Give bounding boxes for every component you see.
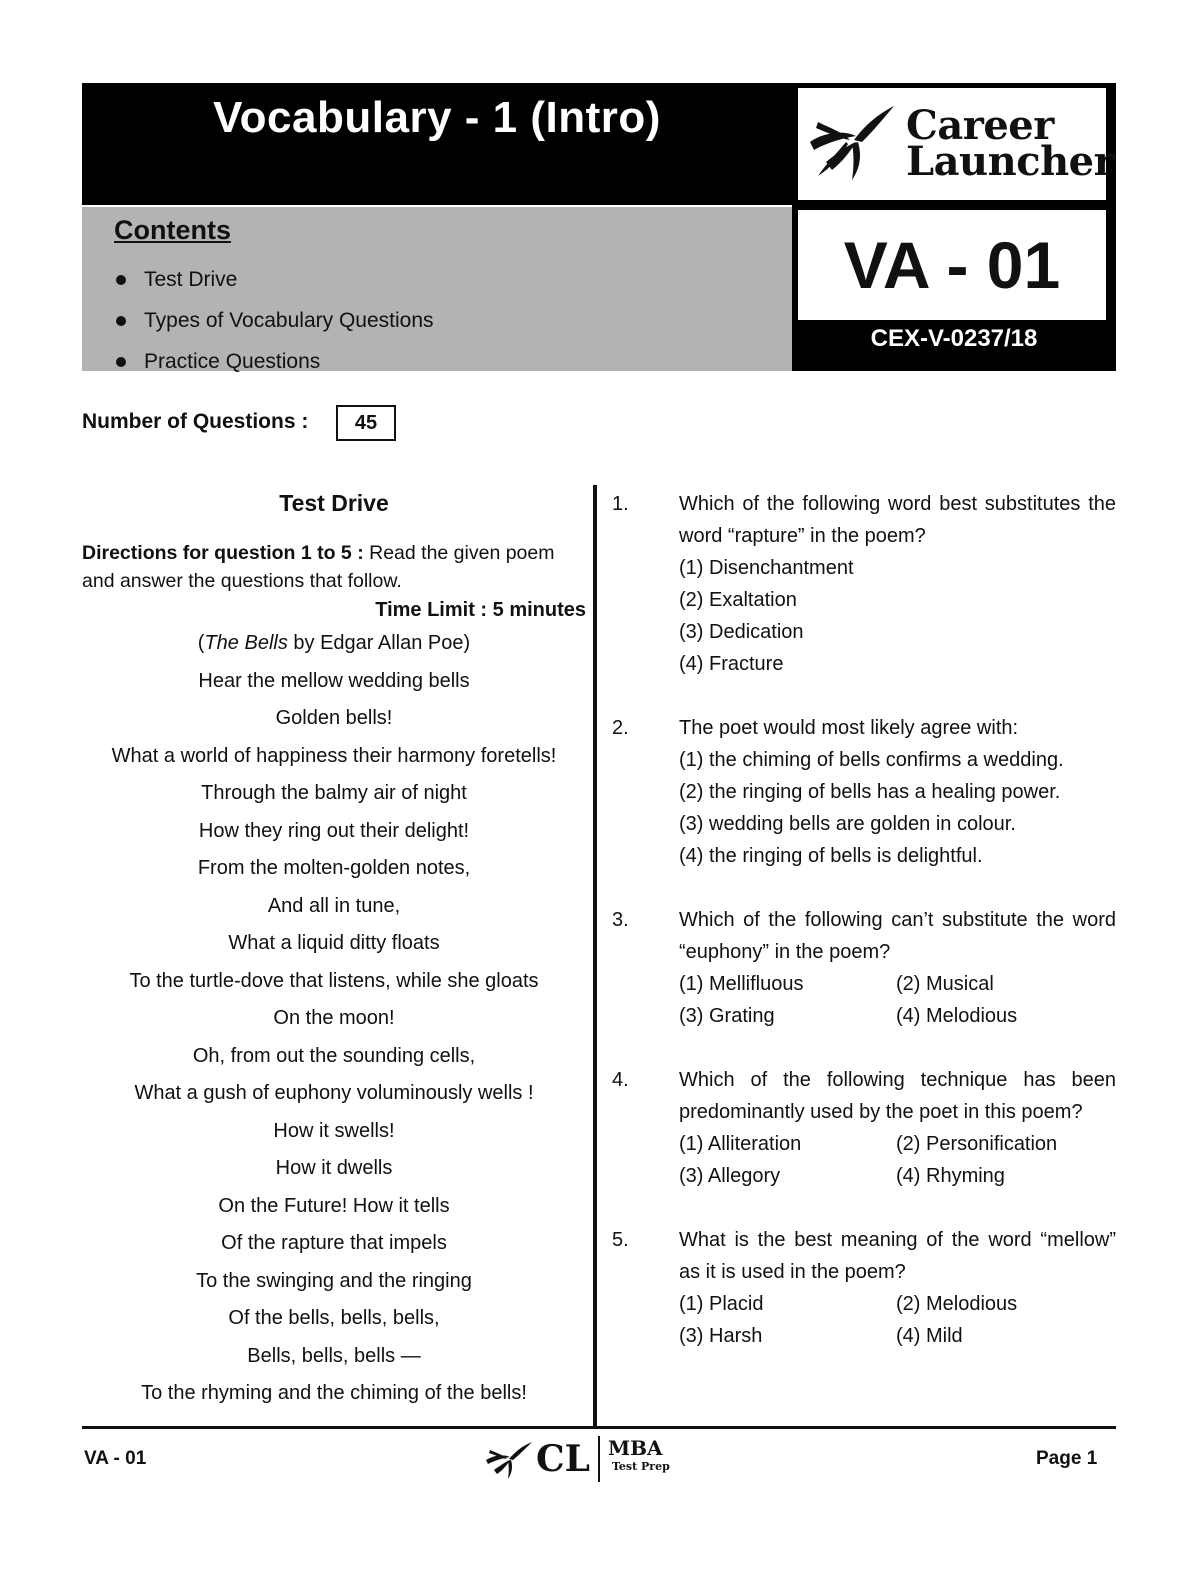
question-text: Which of the following technique has been predominantly used by the poet in this poem? — [679, 1069, 1116, 1123]
swirl-logo-icon — [804, 102, 900, 186]
number-of-questions-value: 45 — [336, 405, 396, 441]
module-code: VA - 01 — [798, 210, 1106, 320]
test-prep-wordmark: Test Prep — [612, 1460, 670, 1473]
answer-option[interactable]: (1) Alliteration — [679, 1133, 802, 1155]
test-drive-title: Test Drive — [279, 490, 389, 516]
poem-line: How they ring out their delight! — [198, 819, 470, 842]
answer-option[interactable]: (1) Placid — [679, 1293, 764, 1315]
poem-line: To the turtle-dove that listens, while she gloats — [129, 969, 539, 992]
contents-item: Practice Questions — [116, 341, 434, 382]
question-text: Which of the following can’t substitute the word “euphony” in the poem? — [679, 909, 1116, 963]
question-text: The poet would most likely agree with: — [679, 717, 1019, 739]
question-number: 2. — [612, 717, 629, 739]
column-divider — [593, 485, 597, 1427]
time-limit: Time Limit : 5 minutes — [375, 599, 586, 621]
poem-line: To the swinging and the ringing — [196, 1269, 472, 1292]
answer-option[interactable]: (4) Fracture — [679, 653, 784, 675]
poem-line: Through the balmy air of night — [201, 782, 467, 804]
question-text: Which of the following word best substitutes the word “rapture” in the poem? — [679, 493, 1116, 547]
cl-swirl-icon — [484, 1440, 534, 1482]
question-text: What is the best meaning of the word “mellow” as it is used in the poem? — [679, 1229, 1116, 1283]
poem-line: What a gush of euphony voluminously wells ! — [134, 1082, 534, 1104]
answer-option[interactable]: (2) Personification — [896, 1133, 1058, 1155]
bullet-icon — [116, 357, 126, 367]
footer-rule — [82, 1426, 1116, 1429]
answer-option[interactable]: (1) Mellifluous — [679, 973, 804, 995]
answer-option[interactable]: (3) Grating — [679, 1005, 775, 1027]
questions-section — [612, 488, 1116, 1384]
answer-options — [679, 1128, 1116, 1192]
answer-option[interactable]: (4) Melodious — [896, 1005, 1018, 1027]
number-of-questions-label: Number of Questions : — [82, 410, 309, 433]
contents-title: Contents — [114, 215, 231, 245]
question — [612, 488, 1116, 680]
module-sub-code: CEX-V-0237/18 — [870, 325, 1038, 352]
poem-line: What a liquid ditty floats — [228, 932, 440, 954]
bullet-icon — [116, 316, 126, 326]
answer-option[interactable]: (3) wedding bells are golden in colour. — [679, 813, 1016, 835]
answer-option[interactable]: (3) Dedication — [679, 621, 804, 643]
logo-wordmark — [906, 102, 1115, 185]
poem-line: On the Future! How it tells — [218, 1194, 450, 1217]
title-band — [82, 83, 792, 205]
page-title: Vocabulary - 1 (Intro) — [213, 93, 661, 142]
poem-line: Hear the mellow wedding bells — [198, 669, 470, 692]
contents-list — [116, 259, 434, 382]
question — [612, 904, 1116, 1032]
bullet-icon — [116, 275, 126, 285]
poem-line: What a world of happiness their harmony foretells! — [111, 744, 557, 767]
poem-line: Oh, from out the sounding cells, — [192, 1044, 476, 1067]
question-number: 3. — [612, 909, 629, 931]
answer-option[interactable]: (2) the ringing of bells has a healing power. — [679, 781, 1061, 803]
answer-options — [679, 968, 1116, 1032]
answer-option[interactable]: (2) Melodious — [896, 1293, 1018, 1315]
contents-item: Test Drive — [116, 259, 434, 300]
answer-option[interactable]: (4) the ringing of bells is delightful. — [679, 845, 983, 867]
poem-line: Of the bells, bells, bells, — [228, 1307, 440, 1329]
answer-option[interactable]: (4) Mild — [896, 1325, 963, 1347]
answer-option[interactable]: (1) the chiming of bells confirms a wedding. — [679, 749, 1064, 771]
answer-option[interactable]: (2) Exaltation — [679, 589, 797, 611]
poem-line: Bells, bells, bells — — [247, 1344, 421, 1367]
poem-line: To the rhyming and the chiming of the bells! — [141, 1382, 527, 1404]
answer-option[interactable]: (3) Harsh — [679, 1325, 763, 1347]
answer-option[interactable]: (2) Musical — [896, 973, 994, 995]
question-number: 5. — [612, 1229, 629, 1251]
footer-logo — [484, 1436, 674, 1486]
poem-line: On the moon! — [273, 1007, 395, 1029]
poem-line: Golden bells! — [275, 707, 393, 729]
logo-separator — [598, 1436, 600, 1482]
logo-panel — [798, 88, 1115, 200]
question-number: 1. — [612, 493, 629, 515]
cl-wordmark: CL — [536, 1438, 590, 1480]
page-number: Page 1 — [1036, 1448, 1098, 1469]
poem-line: How it dwells — [275, 1157, 393, 1179]
question — [612, 712, 1116, 872]
question-number: 4. — [612, 1069, 629, 1091]
directions: Directions for question 1 to 5 : Read the given poem and answer the questions that follow. — [82, 542, 555, 592]
poem — [82, 663, 586, 1413]
answer-options — [679, 1288, 1116, 1352]
question — [612, 1224, 1116, 1352]
module-code-panel — [792, 207, 1116, 371]
question — [612, 1064, 1116, 1192]
poem-line: How it swells! — [273, 1119, 395, 1142]
answer-option[interactable]: (4) Rhyming — [896, 1165, 1005, 1187]
poem-line: Of the rapture that impels — [221, 1232, 447, 1254]
poem-line: From the molten-golden notes, — [197, 857, 471, 879]
mba-wordmark: MBA — [608, 1436, 663, 1460]
poem-source: (The Bells by Edgar Allan Poe) — [197, 632, 471, 654]
contents-item: Types of Vocabulary Questions — [116, 300, 434, 341]
logo-line-2: Launcher — [906, 138, 1115, 185]
footer-module-code: VA - 01 — [84, 1448, 147, 1469]
contents-panel — [82, 207, 792, 371]
career-launcher-logo — [792, 83, 1116, 207]
test-drive-section — [82, 485, 586, 1413]
answer-option[interactable]: (3) Allegory — [679, 1165, 781, 1187]
poem-line: And all in tune, — [267, 894, 401, 917]
logo-line-1: Career — [906, 102, 1054, 149]
answer-option[interactable]: (1) Disenchantment — [679, 557, 854, 579]
